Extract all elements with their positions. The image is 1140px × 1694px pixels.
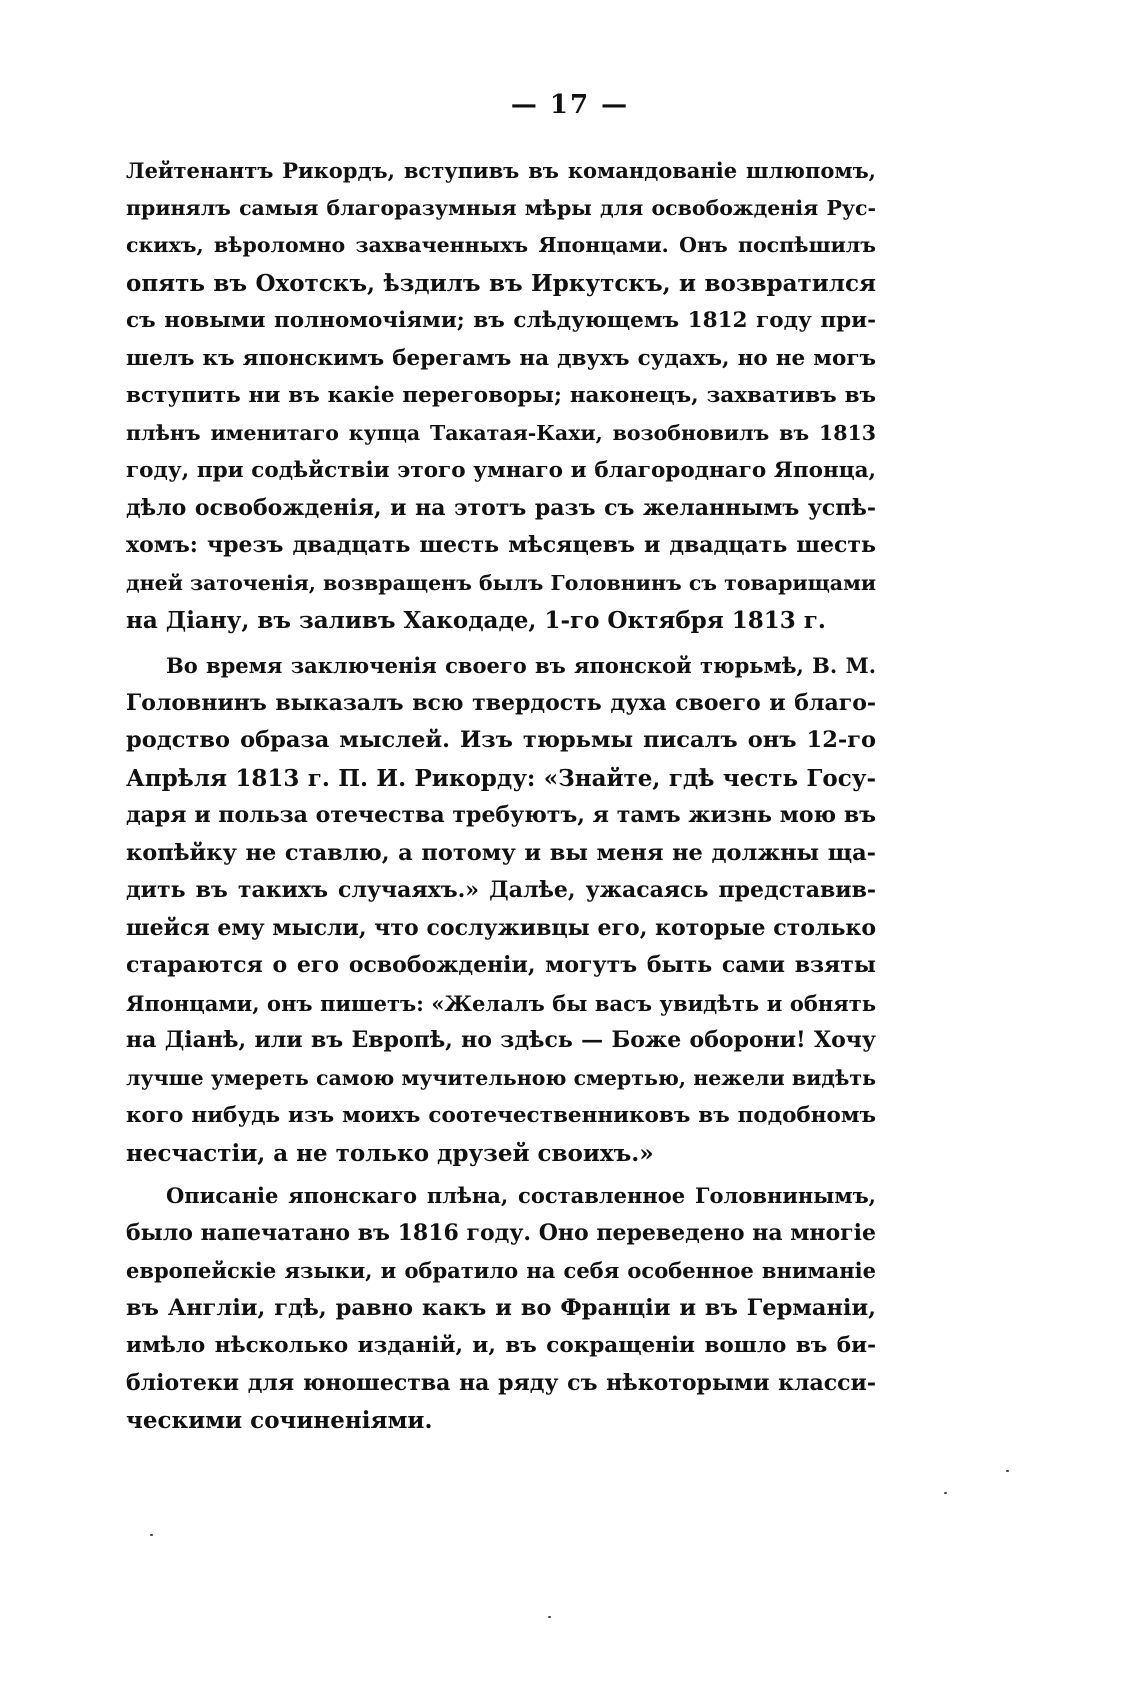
text-line: Апрѣля 1813 г. П. И. Рикорду: «Знайте, гдѣ честь Госу- <box>126 764 876 792</box>
text-line: опять въ Охотскъ, ѣздилъ въ Иркутскъ, и возвратился <box>126 269 876 297</box>
text-line: ческими сочиненіями. <box>126 1407 433 1434</box>
text-line: на Діану, въ заливъ Хакодаде, 1-го Октября 1813 г. <box>126 607 826 634</box>
text-line: Описаніе японскаго плѣна, составленное Головнинымъ, <box>166 1183 876 1208</box>
text-line: Головнинъ выказалъ всю твердость духа своего и благо- <box>126 689 876 716</box>
text-line: лучше умереть самою мучительною смертью, нежели видѣть <box>126 1065 876 1090</box>
text-line: Японцами, онъ пишетъ: «Желалъ бы васъ увидѣть и обнять <box>126 990 876 1016</box>
paragraph-1 <box>126 152 876 640</box>
text-line: съ новыми полномочіями; въ слѣдующемъ 1812 году при- <box>126 308 876 333</box>
paragraph-2 <box>126 647 876 1172</box>
text-line: шелъ къ японскимъ берегамъ на двухъ судахъ, но не могъ <box>126 345 876 371</box>
text-line: Во время заключенія своего въ японской тюрьмѣ, В. М. <box>166 653 876 678</box>
text-line: шейся ему мысли, что сослуживцы его, которые столько <box>126 914 876 941</box>
text-line: кого нибудь изъ моихъ соотечественниковъ въ подобномъ <box>126 1103 876 1128</box>
text-line: несчастіи, а не только друзей своихъ.» <box>126 1139 654 1167</box>
text-line: было напечатано въ 1816 году. Оно переведено на многіе <box>126 1219 876 1246</box>
text-line: европейскіе языки, и обратило на себя особенное вниманіе <box>126 1258 876 1283</box>
text-line: бліотеки для юношества на ряду съ нѣкоторыми класси- <box>126 1369 876 1396</box>
text-line: дней заточенія, возвращенъ былъ Головнинъ съ товарищами <box>126 570 876 595</box>
scan-speck <box>944 1492 947 1494</box>
text-line: плѣнъ именитаго купца Такатая-Кахи, возобновилъ въ 1813 <box>126 420 876 445</box>
text-line: году, при содѣйствіи этого умнаго и благороднаго Японца, <box>126 458 876 483</box>
text-line: имѣло нѣсколько изданій, и, въ сокращеніи вошло въ би- <box>126 1333 876 1358</box>
text-line: Лейтенантъ Рикордъ, вступивъ въ командованіе шлюпомъ, <box>126 158 876 183</box>
text-line: дить въ такихъ случаяхъ.» Далѣе, ужасаясь представив- <box>126 877 876 903</box>
text-line: стараются о его освобожденіи, могутъ быть сами взяты <box>126 952 876 978</box>
scan-speck <box>548 1616 551 1618</box>
paragraph-3 <box>126 1177 876 1440</box>
text-line: въ Англіи, гдѣ, равно какъ и во Франціи и въ Германіи, <box>126 1294 876 1321</box>
scan-speck <box>1006 1470 1009 1472</box>
text-line: даря и польза отечества требуютъ, я тамъ жизнь мою въ <box>126 802 876 828</box>
page-number: — 17 — <box>510 90 630 120</box>
scan-speck <box>150 1534 153 1536</box>
text-line: родство образа мыслей. Изъ тюрьмы писалъ онъ 12-го <box>126 727 876 753</box>
text-line: скихъ, вѣроломно захваченныхъ Японцами. Онъ поспѣшилъ <box>126 233 876 257</box>
text-line: дѣло освобожденія, и на этотъ разъ съ желаннымъ успѣ- <box>126 494 876 521</box>
text-line: принялъ самыя благоразумныя мѣры для освобожденія Рус- <box>126 195 876 220</box>
text-line: вступить ни въ какіе переговоры; наконецъ, захвативъ въ <box>126 383 876 408</box>
text-line: копѣйку не ставлю, а потому и вы меня не должны ща- <box>126 839 876 866</box>
text-line: хомъ: чрезъ двадцать шесть мѣсяцевъ и двадцать шесть <box>126 532 876 558</box>
text-line: на Діанѣ, или въ Европѣ, но здѣсь — Боже оборони! Хочу <box>126 1027 876 1053</box>
